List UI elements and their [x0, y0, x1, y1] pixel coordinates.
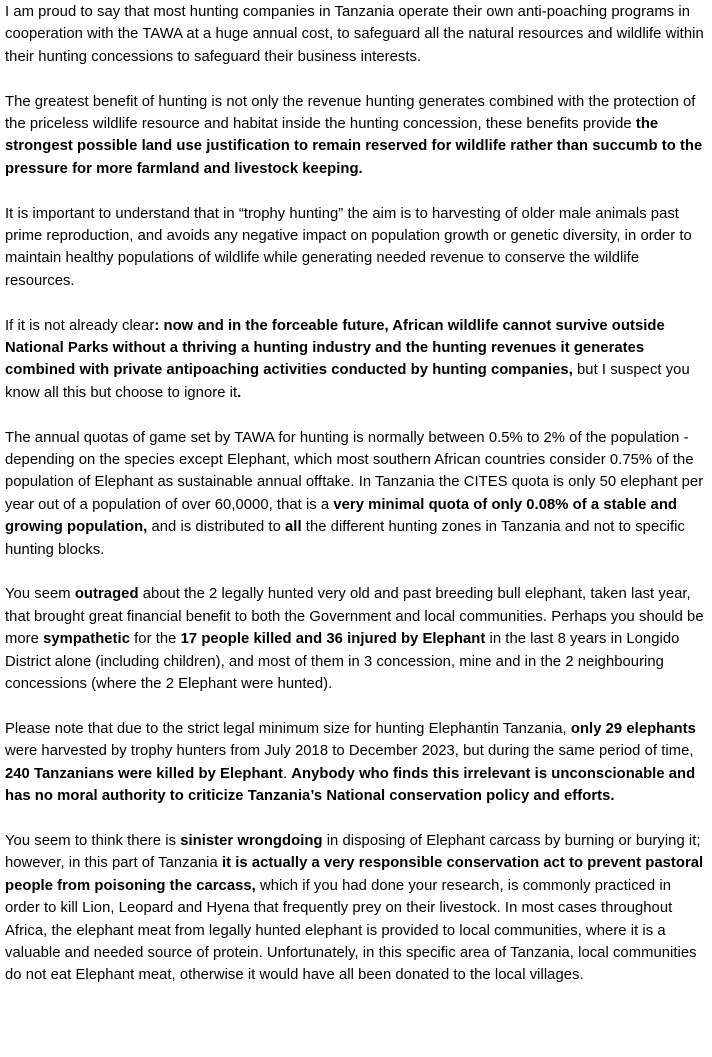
paragraph-8 — [5, 830, 707, 987]
paragraph-6 — [5, 583, 707, 695]
text-segment: It is important to understand that in “trophy hunting” the aim is to harvesting of older male animals past prime reproduction, and avoids any negative impact on population growth or genetic diversity, in order to maintain healthy populations of wildlife while generating needed revenue to conserve the wildlife resources. — [5, 205, 692, 289]
paragraph-4 — [5, 315, 707, 405]
bold-text-segment: very minimal quota of only 0.08% of a stable and growing population, — [5, 496, 677, 536]
paragraph-list — [5, 1, 707, 987]
bold-text-segment: only 29 elephants — [570, 720, 696, 737]
paragraph-5 — [5, 427, 707, 561]
bold-text-segment: it is actually a very responsible conservation act to prevent pastoral people from poisoning the carcass, — [5, 855, 704, 894]
text-segment: The greatest benefit of hunting is not only the revenue hunting generates combined with the protection of the priceless wildlife resource and habitat inside the hunting concession, these benefits provide — [5, 93, 696, 133]
text-segment: but I suspect you know all this but choose to ignore it — [5, 362, 690, 401]
bold-text-segment: outraged — [74, 586, 139, 603]
text-segment: If it is not already clear — [5, 317, 155, 334]
bold-text-segment: sympathetic — [43, 631, 130, 648]
text-segment: for the — [129, 631, 181, 648]
text-segment: . — [282, 765, 292, 782]
paragraph-3 — [5, 203, 707, 293]
text-segment: You seem to think there is — [5, 832, 181, 849]
bold-text-segment: the strongest possible land use justification to remain reserved for wildlife rather than succumb to the pressure for more farmland and livestock keeping. — [5, 116, 703, 177]
text-segment: You seem — [5, 586, 75, 603]
bold-text-segment: 17 people killed and 36 injured by Elephant — [180, 631, 486, 648]
text-segment: the different hunting zones in Tanzania and not to specific hunting blocks. — [5, 519, 685, 558]
bold-text-segment: . — [237, 384, 242, 401]
paragraph-2 — [5, 91, 707, 181]
text-segment: which if you had done your research, is commonly practiced in order to kill Lion, Leopard and Hyena that frequently prey on their livestock. In most cases throughout Africa, the elephant meat from legally hunted elephant is provided to local communities, where it is a valuable and needed source of protein. Unfortunately, in this specific area of Tanzania, local communities do not eat Elephant meat, otherwise it would have all been donated to the local villages. — [5, 877, 697, 984]
bold-text-segment: 240 Tanzanians were killed by Elephant — [5, 765, 283, 782]
text-segment: I am proud to say that most hunting companies in Tanzania operate their own anti-poaching programs in cooperation with the TAWA at a huge annual cost, to safeguard all the natural resources and wildlife within their hunting concessions to safeguard their business interests. — [5, 4, 704, 65]
paragraph-1 — [5, 1, 707, 68]
text-segment: were harvested by trophy hunters from July 2018 to December 2023, but during the same period of time, — [5, 743, 694, 760]
text-segment: in the last 8 years in Longido District alone (including children), and most of them in 3 concession, mine and in the 2 neighbouring concessions (where the 2 Elephant were hunted). — [5, 631, 680, 693]
bold-text-segment: : now and in the forceable future, African wildlife cannot survive outside National Parks without a thriving a hunting industry and the hunting revenues it generates combined with private antipoaching activities conducted by hunting companies, — [5, 317, 665, 379]
text-segment: Please note that due to the strict legal minimum size for hunting Elephantin Tanzania, — [5, 720, 571, 737]
text-segment: and is distributed to — [147, 519, 286, 536]
bold-text-segment: Anybody who finds this irrelevant is unconscionable and has no moral authority to criticize Tanzania’s National conservation policy and efforts. — [5, 765, 696, 805]
text-segment: in disposing of Elephant carcass by burning or burying it; however, in this part of Tanzania — [5, 832, 701, 872]
bold-text-segment: all — [285, 519, 302, 536]
bold-text-segment: sinister wrongdoing — [180, 832, 323, 849]
paragraph-7 — [5, 718, 707, 808]
text-segment: The annual quotas of game set by TAWA for hunting is normally between 0.5% to 2% of the population - depending on the species except Elephant, which most southern African countries consider 0.75% of the population of Elephant as sustainable annual offtake. In Tanzania the CITES quota is only 50 elephant per year out of a population of over 60,0000, that is a — [5, 429, 704, 513]
text-segment: about the 2 legally hunted very old and past breeding bull elephant, taken last year, that brought great financial benefit to both the Government and local communities. Perhaps you should be more — [5, 586, 704, 648]
